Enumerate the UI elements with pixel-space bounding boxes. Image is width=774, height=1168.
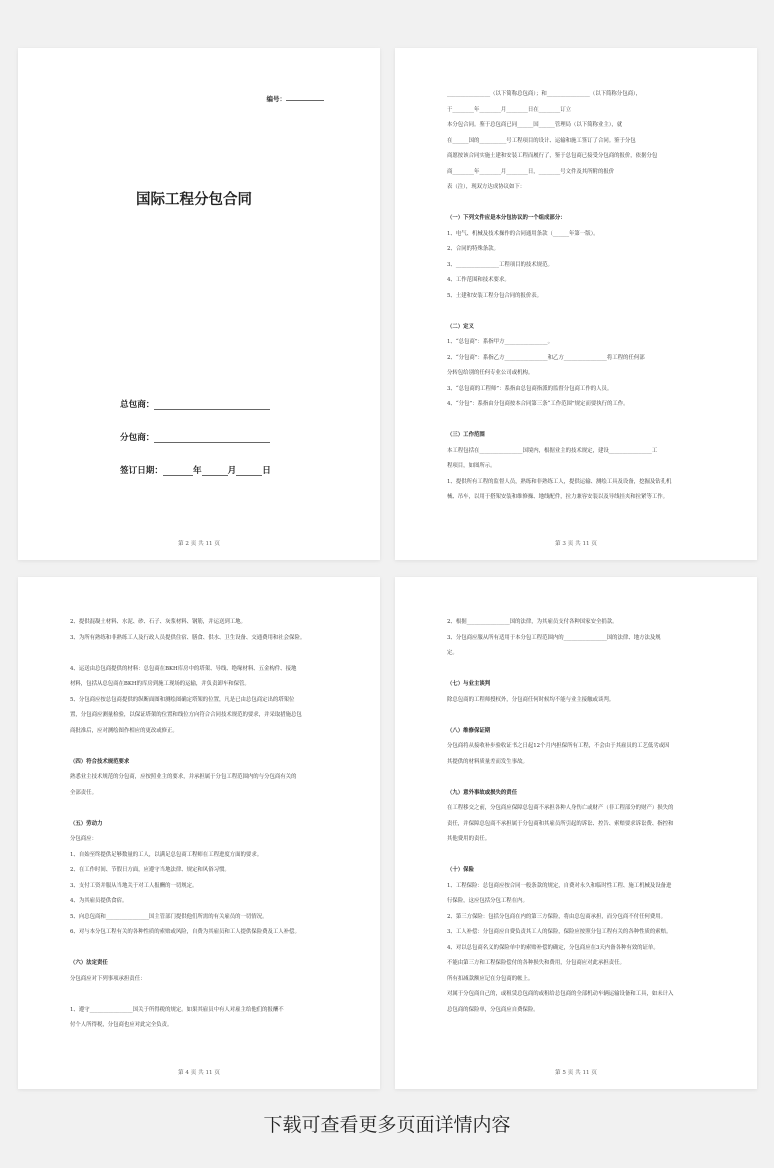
text-line: 1、“总包商”：系指甲方________________。 [447, 339, 553, 345]
text-line: 分转包给别的任何专业公司或机构。 [447, 370, 534, 376]
text-line: 3、支付工资并服从当地关于对工人报酬的一切规定。 [70, 882, 198, 889]
text-line: 材料，包括从总包商在BKH的库房到施工现场的运输，并负责卸车和保管。 [70, 681, 250, 687]
section-heading: （八）维修保证期 [447, 727, 491, 734]
text-line: 3、分包商应服从所有适用于本分包工程范围内的________________国的法律、地方法及规 [447, 634, 661, 641]
text-line: 熟悉业主技术规范的分包商，应按照业主的要求，并承担属于分包工程范围内的与分包商有关的 [70, 774, 297, 780]
text-line: 2、在工作时间、节假日方面，应遵守当地法律、规定和风俗习惯。 [70, 867, 230, 873]
section-heading: （七）与业主谈判 [447, 681, 491, 687]
contract-number-line [267, 93, 325, 103]
text-line: 总包商的保险单，分包商应自费保险。 [447, 1006, 539, 1013]
page-body [447, 615, 719, 1018]
blank-line [70, 646, 342, 662]
page-body [447, 87, 719, 506]
text-line: 1、提供所有工程的监督人员，熟练和非熟练工人，提供运输、测绘工具及设备，挖掘及钻孔机 [447, 478, 672, 485]
text-line: 2、提供混凝土材料、水泥、砂、石子、灰浆材料、钢筋，并运送到工地。 [70, 619, 246, 625]
text-line: 2、合同的特殊条款。 [447, 246, 499, 252]
text-line: 定。 [447, 650, 458, 656]
general-contractor-label: 总包商： [120, 400, 155, 410]
page-number: 第 3 页 共 11 页 [555, 541, 597, 547]
section-heading: （二）定义 [447, 323, 474, 330]
text-line: 置，分包商应测量检验，以保证塔架的位置和线位方向符合合同技术规范的要求，并采取措施总包 [70, 712, 302, 718]
text-line: 2、“分包商”：系指乙方________________和乙方________________将工程的任何部 [447, 354, 645, 361]
section-heading: （五）劳动力 [70, 820, 103, 827]
contract-number-label: 编号： [266, 95, 286, 103]
text-line: 2、第三方保险：包括分包商在内的第三方保险，将由总包商承担，而分包商不付任何费用。 [447, 913, 667, 920]
text-line: 其他费用的责任。 [447, 836, 491, 842]
subcontractor-blank [154, 432, 270, 443]
text-line: 分包商应： [70, 836, 97, 842]
subcontractor-field [120, 431, 270, 443]
text-line: 1、电气、机械及技术操作的合同通用条款（______年第一版）。 [447, 230, 599, 237]
general-contractor-field [120, 398, 270, 410]
text-line: 3、________________工程项目的技术规范。 [447, 261, 553, 268]
blank-line [447, 304, 719, 320]
text-line: 4、“分包”：系指由分包商按本合同第三条“工作范围”规定而要执行的工作。 [447, 401, 629, 407]
day-label: 日 [262, 466, 271, 476]
blank-line [447, 662, 719, 678]
section-heading: （一）下列文件应是本分包协议的一个组成部分： [447, 215, 566, 221]
download-prompt: 下载可查看更多页面详情内容 [263, 1114, 511, 1136]
text-line: 其提供的材料质量差而发生事故。 [447, 758, 528, 765]
text-line: 全部责任。 [70, 789, 97, 796]
text-line: 3、为所有熟练和非熟练工人及行政人员提供住宿、膳食、供水、卫生设备、交通费用和社会保险。 [70, 634, 306, 641]
blank-line [447, 770, 719, 786]
page-number: 第 2 页 共 11 页 [178, 541, 220, 547]
blank-line [70, 739, 342, 755]
text-line: 程项目，如图所示。 [447, 463, 496, 469]
text-line: 商________年________月________日，________号文件及其所附的报价 [447, 168, 615, 175]
month-label: 月 [227, 466, 237, 476]
page-number: 第 4 页 共 11 页 [178, 1070, 220, 1076]
blank-line [447, 708, 719, 724]
section-heading: （九）意外事故或损失的责任 [447, 789, 518, 796]
page-number: 第 5 页 共 11 页 [555, 1070, 597, 1076]
text-line: 3、工人补偿：分包商应自费负责其工人的保险，保险应按照分包工程有关的各种性质的索赔。 [447, 929, 672, 935]
document-title: 国际工程分包合同 [136, 192, 252, 208]
text-line: 5、土建和安装工程分包合同的报价表。 [447, 292, 543, 299]
text-line: 除总包商的工程师授权外，分包商任何时候均不能与业主接触或谈判。 [447, 696, 615, 703]
text-line: 4、为其雇员提供食宿。 [70, 898, 128, 904]
text-line: 商批准后，应对测绘图作相应的更改或修正。 [70, 727, 178, 734]
text-line: 2、根据________________国的法律，为其雇员支付各种国家安全捐款。 [447, 619, 618, 625]
text-line: 不能由第三方和工程保险偿付的各种损失和费用，分包商应对此承担责任。 [447, 960, 625, 966]
blank-line [70, 941, 342, 957]
text-line: 在工程移交之前，分包商应保障总包商不承担各种人身伤亡或财产（非工程部分的财产）损失的 [447, 805, 674, 811]
blank-line [447, 196, 719, 212]
text-line: 本分包合同。鉴于总包商已同______国______管理局（以下简称业主），就 [447, 122, 623, 128]
text-line: 责任，并保障总包商不承担属于分包商和其雇员所引起的诉讼、控告、索赔要求诉讼费、指控和 [447, 820, 674, 827]
subcontractor-label: 分包商： [120, 433, 155, 443]
section-heading: （四）符合技术规范要求 [70, 758, 130, 765]
blank-line [447, 413, 719, 429]
text-line: 械、吊车，以用于搭架安装和维修操、地线配件，拉力兼容安装以及导线挂夹和拉紧等工作。 [447, 494, 669, 500]
blank-line [70, 801, 342, 817]
text-line: 1、工程保险：总包商应按合同一般条款的规定，自费对永久和临时性工程、施工机械及设备进 [447, 882, 672, 889]
text-line: 6、对与本分包工程有关的各种性质的索赔或风险，自费为其雇员和工人提供保险费及工人补偿。 [70, 929, 300, 935]
text-line: 5、向总包商和________________国主管部门提供他们所需的有关雇员的一切情况。 [70, 913, 268, 920]
blank-line [70, 987, 342, 1003]
text-line: 3、“总包商的工程师”：系指由总包商指派的监督分包商工作的人员。 [447, 385, 613, 392]
year-label: 年 [192, 466, 202, 476]
text-line: 商愿按该合同实施土建和安装工程而履行了，鉴于总包商已接受分包商的报价，依据分包 [447, 153, 658, 159]
text-line: 表（注），现双方达成协议如下： [447, 184, 526, 190]
text-line: 5、分包商应按总包商提供的纵断面图和测绘图确定塔架的位置，凡是已由总包商定出的塔架位 [70, 696, 295, 703]
text-line: 1、遵守________________国关于所得税的规定。如果其雇员中有人对雇主给他们的报酬不 [70, 1006, 284, 1013]
text-line: 1、自始至终提供足够数量的工人，以满足总包商工程师在工程进度方面的要求。 [70, 851, 263, 858]
blank-line [447, 848, 719, 864]
section-heading: （六）法定责任 [70, 960, 108, 966]
general-contractor-blank [154, 399, 270, 410]
text-line: 分包商将从接收补步验收证书之日起12个月内担保所有工程，不会由于其雇员的工艺低劣或因 [447, 743, 670, 749]
text-line: 4、工作范围和技术要求。 [447, 277, 510, 283]
contract-page-5 [395, 577, 757, 1089]
contract-page-3 [395, 48, 757, 560]
signing-date-label: 签订日期： [120, 466, 163, 476]
text-line: 对属于分包商自己的，或租赁总包商的或租给总包商的全部机动车辆运输设备和工具，如未计入 [447, 991, 674, 997]
text-line: 于________年________月________日在________订立 [447, 106, 571, 113]
page-body [70, 615, 342, 1034]
text-line: 4、运送由总包商提供的材料：总包商在BKH库房中的塔架、导线、绝缘材料、五金构件、接地 [70, 665, 297, 672]
signing-date-field [120, 464, 271, 476]
text-line: ________________（以下简称总包商）；和________________（以下简称分包商）， [447, 91, 642, 97]
section-heading: （三）工作范围 [447, 432, 485, 438]
section-heading: （十）保险 [447, 867, 474, 873]
text-line: 所有扣减款额应记在分包商的帐上。 [447, 975, 534, 982]
text-line: 付个人所得税，分包商也应对此完全负责。 [70, 1022, 173, 1028]
text-line: 在______国的__________号工程项目的设计、运输和施工签订了合同。鉴于分包 [447, 137, 636, 144]
contract-page-4 [18, 577, 380, 1089]
text-line: 4、对以总包商名义的保险单中的索赔补偿的确定，分包商应在3天内备各种有效的证单。 [447, 944, 659, 951]
text-line: 行保险，这应包括分包工程在内。 [447, 898, 528, 904]
text-line: 分包商应对下列事项承担责任： [70, 975, 146, 982]
contract-page-2 [18, 48, 380, 560]
text-line: 本工程包括在________________国境内，根据业主的技术规定，建设________________工 [447, 447, 658, 454]
